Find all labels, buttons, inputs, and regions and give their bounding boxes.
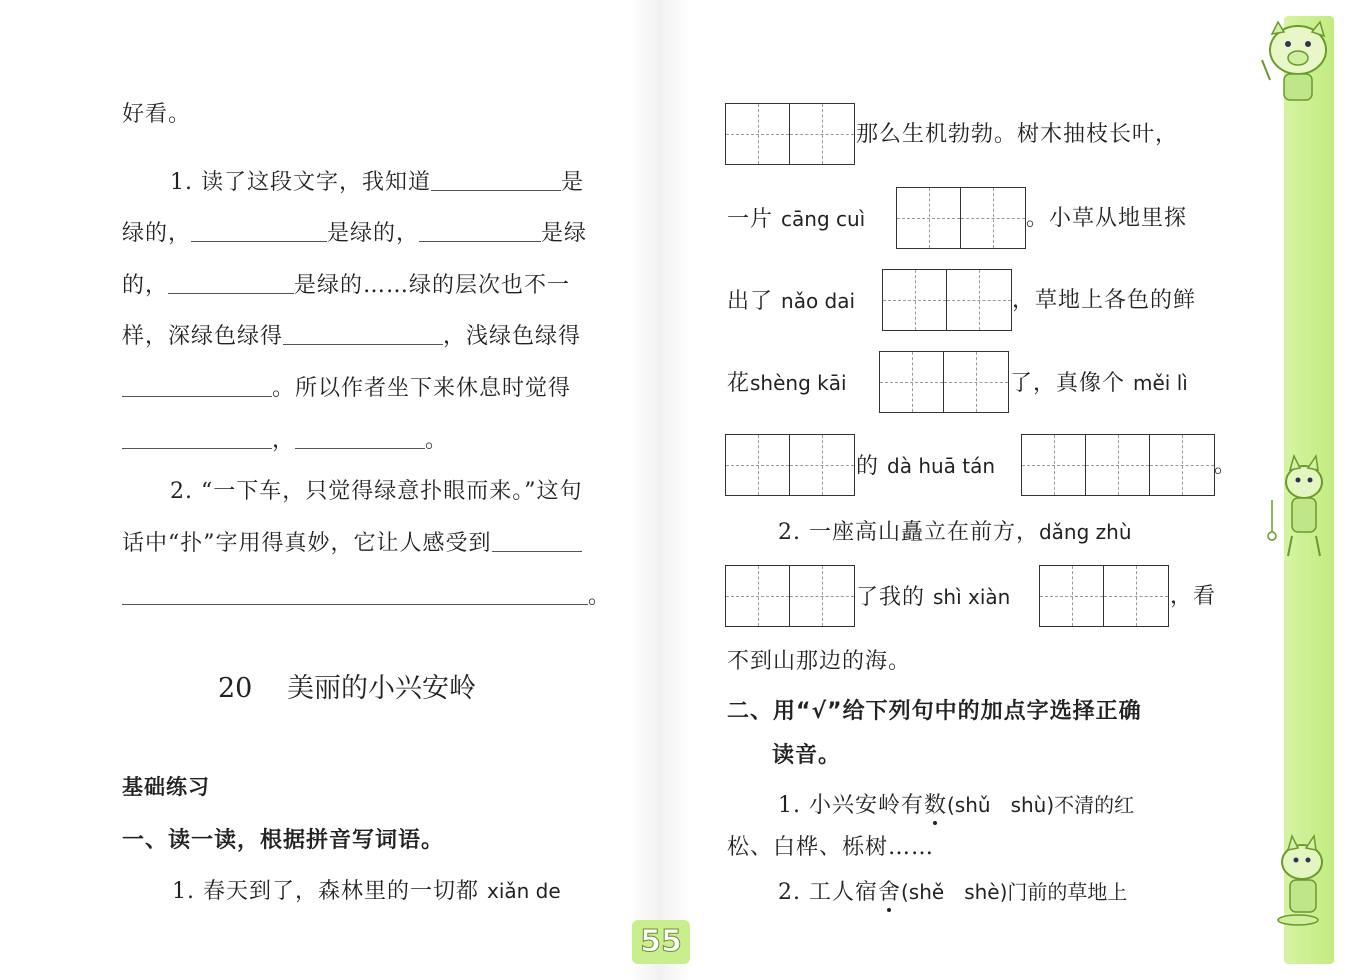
part-1-heading: 一、读一读，根据拼音写词语。 [122, 828, 445, 853]
char-grid-2[interactable] [879, 351, 1009, 413]
text-line: 出了 nǎo dai [727, 289, 856, 314]
lesson-name: 美丽的小兴安岭 [286, 673, 476, 704]
text-line: 了，真像个 měi lì [1010, 371, 1188, 396]
lesson-title [218, 672, 476, 706]
text-line: 。小草从地里探 [1026, 206, 1188, 231]
dotted-char: 舍 [877, 880, 901, 905]
question-2-line: 2. “一下车，只觉得绿意扑眼而来。”这句 [170, 479, 583, 504]
answer-blank[interactable] [295, 426, 425, 449]
pinyin-choice[interactable]: (shě shè)门前的草地上 [901, 880, 1128, 904]
exercise-line: 1. 春天到了，森林里的一切都 xiǎn de [172, 879, 561, 904]
char-grid-2[interactable] [882, 269, 1012, 331]
pinyin: xiǎn de [486, 879, 561, 903]
char-grid-2[interactable] [725, 103, 855, 165]
wolf-cartoon-icon [1262, 830, 1346, 930]
text-line: 的 dà huā tán [856, 454, 996, 479]
text-line: 好看。 [122, 102, 192, 127]
part-2-heading: 二、用“√”给下列句中的加点字选择正确 [727, 699, 1142, 724]
pinyin-choice[interactable]: (shǔ shù)不清的红 [947, 793, 1135, 817]
question-2-line: 。 [122, 582, 611, 612]
pinyin: cāng cuì [781, 207, 866, 231]
pinyin: shèng kāi [750, 371, 847, 395]
section-heading: 基础练习 [122, 775, 210, 799]
sentence-2: 2. 工人宿舍(shě shè)门前的草地上 [778, 880, 1128, 905]
text-line: 。 [1214, 453, 1238, 478]
part-2-heading: 读音。 [772, 743, 842, 768]
answer-blank[interactable] [122, 426, 272, 449]
pinyin: nǎo dai [781, 289, 856, 313]
question-2-line: 话中“扑”字用得真妙，它让人感受到 [122, 529, 582, 559]
text-line: 那么生机勃勃。树木抽枝长叶， [856, 122, 1179, 147]
question-1-line: 的， 是绿的……绿的层次也不一 [122, 273, 571, 298]
sentence-1: 1. 小兴安岭有数(shǔ shù)不清的红 [778, 793, 1135, 818]
answer-blank[interactable] [168, 271, 294, 294]
pinyin: dǎng zhù [1038, 520, 1132, 544]
pinyin: shì xiàn [933, 585, 1011, 609]
sentence-1: 松、白桦、栎树…… [727, 835, 935, 860]
text-line: 不到山那边的海。 [727, 649, 912, 674]
question-1-line: 1. 读了这段文字，我知道 是 [170, 170, 584, 195]
char-grid-2[interactable] [1039, 565, 1169, 627]
text-line: 了我的 shì xiàn [856, 585, 1011, 610]
text-line: 一片 cāng cuì [727, 207, 866, 232]
answer-blank[interactable] [283, 322, 443, 345]
wolf-cartoon-icon [1262, 452, 1342, 562]
pinyin: měi lì [1133, 371, 1188, 395]
lesson-number: 20 [218, 673, 253, 704]
answer-blank[interactable] [122, 582, 588, 605]
dotted-char: 数 [923, 793, 947, 818]
answer-blank[interactable] [431, 168, 561, 191]
question-2-line: 2. 一座高山矗立在前方，dǎng zhù [778, 520, 1132, 545]
question-1-line: 。所以作者坐下来休息时觉得 [122, 374, 571, 404]
answer-blank[interactable] [122, 374, 272, 397]
char-grid-2[interactable] [725, 565, 855, 627]
char-grid-2[interactable] [896, 187, 1026, 249]
text-line: 花shèng kāi [727, 371, 847, 396]
text-line: ，草地上各色的鲜 [1012, 288, 1197, 313]
char-grid-3[interactable] [1021, 434, 1215, 496]
question-1-line: 绿的， 是绿的， 是绿 [122, 221, 588, 246]
book-gutter [630, 0, 690, 980]
question-1-line: ， 。 [122, 426, 448, 456]
page-number: 55 [632, 920, 690, 964]
question-1-line: 样，深绿色绿得 ，浅绿色绿得 [122, 324, 582, 349]
answer-blank[interactable] [419, 219, 541, 242]
pinyin: dà huā tán [887, 454, 996, 478]
answer-blank[interactable] [492, 529, 582, 552]
pig-cartoon-icon [1248, 10, 1340, 110]
text-line: ，看 [1170, 584, 1217, 609]
char-grid-2[interactable] [725, 434, 855, 496]
answer-blank[interactable] [191, 219, 327, 242]
